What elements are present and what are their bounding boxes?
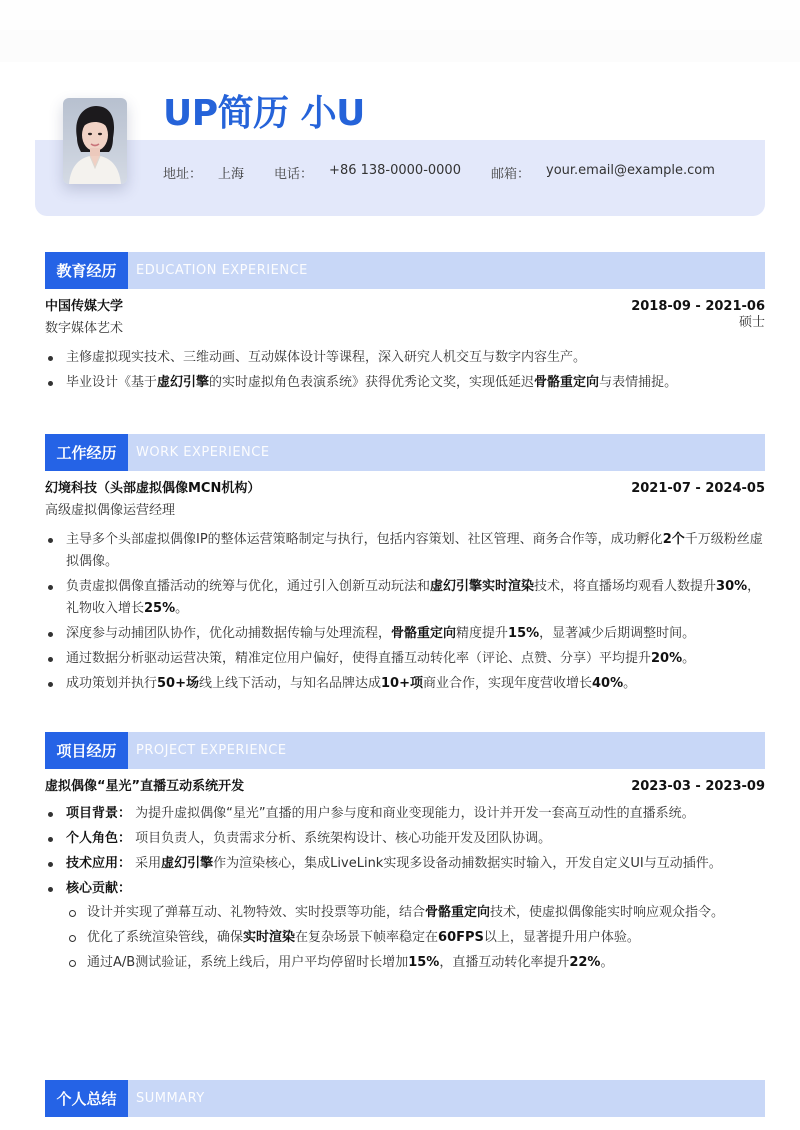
highlight-text: 个人角色： <box>66 831 132 846</box>
list-item <box>45 529 765 573</box>
list-item <box>45 648 765 670</box>
highlight-text: 15% <box>508 626 540 641</box>
header-top-band <box>35 62 765 140</box>
degree: 硕士 <box>738 315 765 330</box>
body-text: 深度参与动捕团队协作，优化动捕数据传输与处理流程， <box>66 626 392 641</box>
body-text: 设计并实现了弹幕互动、礼物特效、实时投票等功能，结合 <box>87 905 426 920</box>
body-text: 与表情捕捉。 <box>599 375 678 390</box>
body-text: 优化了系统渲染管线，确保 <box>87 930 244 945</box>
body-text: 作为渲染核心，集成LiveLink实现多设备动捕数据实时输入，开发自定义UI与互动插件。 <box>213 856 722 871</box>
section-title-en: SUMMARY <box>136 1091 205 1106</box>
company-name: 幻境科技（头部虚拟偶像MCN机构） <box>45 481 261 496</box>
list-item <box>45 803 765 825</box>
highlight-text: 虚幻引擎 <box>157 375 210 390</box>
section-title: 教育经历 <box>45 252 128 289</box>
summary-section <box>45 1080 765 1117</box>
body-text: 负责虚拟偶像直播活动的统筹与优化，通过引入创新互动玩法和 <box>66 579 431 594</box>
highlight-text: 22% <box>569 955 601 970</box>
work-date: 2021-07 - 2024-05 <box>631 481 765 496</box>
education-date: 2018-09 - 2021-06 <box>631 299 765 314</box>
highlight-text: 项目背景： <box>66 806 132 821</box>
work-section <box>45 434 765 698</box>
phone-value[interactable]: +86 138-0000-0000 <box>329 163 461 178</box>
body-text: 。 <box>600 955 614 970</box>
body-text: ，直播互动转化率提升 <box>439 955 570 970</box>
list-item <box>45 878 765 900</box>
body-text: 为提升虚拟偶像“星光”直播的用户参与度和商业变现能力，设计并开发一套高互动性的直播系统。 <box>131 806 695 821</box>
highlight-text: 50+场 <box>157 676 199 691</box>
section-title-en: WORK EXPERIENCE <box>136 445 270 460</box>
section-header-project <box>45 732 765 769</box>
highlight-text: 虚幻引擎 <box>161 856 214 871</box>
phone-label: 电话： <box>274 167 314 182</box>
body-text: 线上线下活动，与知名品牌达成 <box>199 676 382 691</box>
body-text: ，礼物收入增长 <box>66 579 761 616</box>
email-label: 邮箱： <box>490 167 530 182</box>
project-bullets <box>45 803 765 900</box>
body-text: 精度提升 <box>456 626 509 641</box>
profile-photo <box>63 98 127 184</box>
highlight-text: 虚幻引擎实时渲染 <box>430 579 535 594</box>
body-text: 技术，使虚拟偶像能实时响应观众指令。 <box>490 905 725 920</box>
highlight-text: 2个 <box>662 532 685 547</box>
body-text: 千万级粉丝虚拟偶像。 <box>66 532 763 569</box>
list-item <box>66 902 765 924</box>
highlight-text: 骨骼重定向 <box>425 905 491 920</box>
list-item <box>45 853 765 875</box>
highlight-text: 20% <box>651 651 683 666</box>
highlight-text: 骨骼重定向 <box>534 375 600 390</box>
highlight-text: 10+项 <box>381 676 423 691</box>
body-text: 成功策划并执行 <box>66 676 158 691</box>
highlight-text: 15% <box>408 955 440 970</box>
highlight-text: 60FPS <box>438 930 484 945</box>
body-text: 以上，显著提升用户体验。 <box>483 930 640 945</box>
section-header-summary <box>45 1080 765 1117</box>
candidate-name: UP简历 小U <box>163 93 365 134</box>
body-text: 通过数据分析驱动运营决策，精准定位用户偏好，使得直播互动转化率（评论、点赞、分享）平均提升 <box>66 651 652 666</box>
body-text: 采用 <box>131 856 162 871</box>
avatar-portrait-icon <box>63 98 127 184</box>
highlight-text: 技术应用： <box>66 856 132 871</box>
body-text: 。 <box>175 601 189 616</box>
section-title-en: EDUCATION EXPERIENCE <box>136 263 308 278</box>
project-name: 虚拟偶像“星光”直播互动系统开发 <box>45 779 245 794</box>
list-item <box>45 576 765 620</box>
education-section <box>45 252 765 397</box>
list-item <box>45 623 765 645</box>
body-text: 项目负责人，负责需求分析、系统架构设计、核心功能开发及团队协调。 <box>131 831 552 846</box>
body-text: ，显著减少后期调整时间。 <box>539 626 696 641</box>
school-name: 中国传媒大学 <box>45 299 124 314</box>
section-title: 个人总结 <box>45 1080 128 1117</box>
section-title: 项目经历 <box>45 732 128 769</box>
highlight-text: 25% <box>144 601 176 616</box>
body-text: 主导多个头部虚拟偶像IP的整体运营策略制定与执行，包括内容策划、社区管理、商务合作等，成功孵化 <box>66 532 663 547</box>
contact-info <box>163 163 745 182</box>
resume-header <box>35 62 765 216</box>
highlight-text: 实时渲染 <box>243 930 296 945</box>
list-item <box>45 828 765 850</box>
work-bullets <box>45 529 765 695</box>
body-text: 的实时虚拟角色表演系统》获得优秀论文奖，实现低延迟 <box>209 375 535 390</box>
highlight-text: 骨骼重定向 <box>391 626 457 641</box>
project-contribution-bullets <box>66 902 765 974</box>
list-item <box>45 347 765 369</box>
project-section <box>45 732 765 977</box>
body-text: 。 <box>623 676 637 691</box>
project-date: 2023-03 - 2023-09 <box>631 779 765 794</box>
list-item <box>45 673 765 695</box>
section-title-en: PROJECT EXPERIENCE <box>136 743 287 758</box>
body-text: 主修虚拟现实技术、三维动画、互动媒体设计等课程，深入研究人机交互与数字内容生产。 <box>66 350 587 365</box>
body-text: 技术，将直播场均观看人数提升 <box>534 579 717 594</box>
highlight-text: 40% <box>592 676 624 691</box>
body-text: 通过A/B测试验证，系统上线后，用户平均停留时长增加 <box>87 955 409 970</box>
highlight-text: 30% <box>716 579 748 594</box>
email-value[interactable]: your.email@example.com <box>546 163 715 178</box>
list-item <box>45 372 765 394</box>
job-title: 高级虚拟偶像运营经理 <box>45 503 176 518</box>
list-item <box>66 927 765 949</box>
body-text: 。 <box>682 651 696 666</box>
section-title: 工作经历 <box>45 434 128 471</box>
address-value: 上海 <box>218 167 245 182</box>
section-header-education <box>45 252 765 289</box>
education-bullets <box>45 347 765 394</box>
list-item <box>66 952 765 974</box>
address-label: 地址： <box>163 167 203 182</box>
body-text: 毕业设计《基于 <box>66 375 158 390</box>
highlight-text: 核心贡献： <box>66 881 132 896</box>
section-header-work <box>45 434 765 471</box>
major: 数字媒体艺术 <box>45 321 124 336</box>
body-text: 在复杂场景下帧率稳定在 <box>295 930 439 945</box>
body-text: 商业合作，实现年度营收增长 <box>423 676 593 691</box>
